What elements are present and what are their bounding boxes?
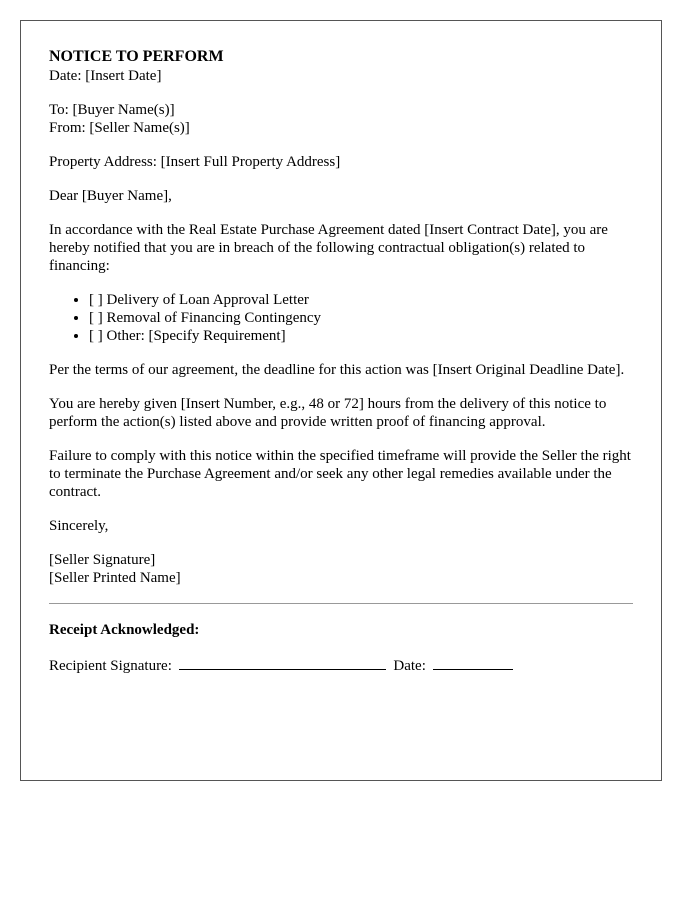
from-line: From: [Seller Name(s)] bbox=[49, 120, 190, 136]
recipient-signature-row bbox=[49, 655, 633, 675]
obligation-item-other: • [ ] Other: [Specify Requirement] bbox=[89, 327, 633, 345]
recipient-signature-line[interactable] bbox=[179, 655, 386, 670]
breach-paragraph: In accordance with the Real Estate Purchase Agreement dated [Insert Contract Date], you are hereby notified that you are in breach of the following contractual obligation(s) related to financing: bbox=[49, 222, 608, 274]
cure-period-paragraph: You are hereby given [Insert Number, e.g., 48 or 72] hours from the delivery of this notice to perform the action(s) listed above and provide written proof of financing approval. bbox=[49, 396, 607, 430]
to-line: To: [Buyer Name(s)] bbox=[49, 102, 175, 118]
seller-signature-placeholder: [Seller Signature] bbox=[49, 552, 156, 568]
notice-document bbox=[20, 20, 662, 781]
section-divider bbox=[49, 603, 633, 604]
consequences-paragraph: Failure to comply with this notice within the specified timeframe will provide the Seller the right to terminate the Purchase Agreement and/or seek any other legal remedies available under the contract. bbox=[49, 448, 631, 500]
receipt-heading: Receipt Acknowledged: bbox=[49, 622, 200, 638]
receipt-date-line[interactable] bbox=[433, 655, 513, 670]
closing: Sincerely, bbox=[49, 518, 109, 534]
date-line: Date: [Insert Date] bbox=[49, 68, 162, 84]
obligation-item-loan-approval: • [ ] Delivery of Loan Approval Letter bbox=[89, 291, 633, 309]
property-address-line: Property Address: [Insert Full Property Address] bbox=[49, 154, 341, 170]
salutation: Dear [Buyer Name], bbox=[49, 188, 172, 204]
seller-printed-name-placeholder: [Seller Printed Name] bbox=[49, 570, 181, 586]
recipient-signature-label: Recipient Signature: bbox=[49, 658, 172, 674]
document-title: NOTICE TO PERFORM bbox=[49, 48, 224, 65]
obligation-item-financing-contingency: • [ ] Removal of Financing Contingency bbox=[89, 309, 633, 327]
obligation-list bbox=[49, 291, 633, 345]
deadline-paragraph: Per the terms of our agreement, the deadline for this action was [Insert Original Deadline Date]. bbox=[49, 362, 625, 378]
receipt-date-label: Date: bbox=[393, 658, 426, 674]
